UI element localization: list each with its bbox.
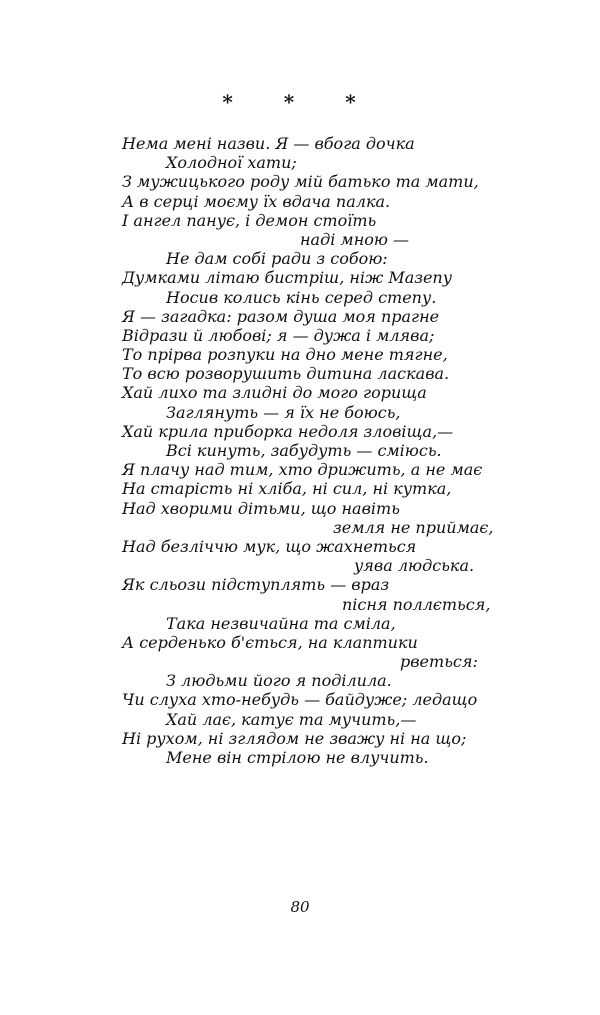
poem-line: Хай лає, катує та мучить,— bbox=[166, 709, 417, 729]
poem-line: На старість ні хліба, ні сил, ні кутка, bbox=[122, 479, 452, 499]
poem-line: Всі кинуть, забудуть — сміюсь. bbox=[166, 441, 442, 460]
poem-line: наді мною — bbox=[300, 229, 410, 249]
poem-line: Як сльози підступлять — враз bbox=[122, 575, 390, 595]
page-number: 80 bbox=[290, 898, 310, 916]
poem-body bbox=[0, 134, 600, 767]
poem-line: Не дам собі ради з собою: bbox=[166, 249, 388, 269]
poem-line: земля не приймає, bbox=[333, 517, 494, 537]
poem-line: пісня поллється, bbox=[342, 594, 491, 614]
section-ornament: * * * bbox=[222, 90, 378, 114]
poem-line: А в серці моєму їх вдача палка. bbox=[122, 191, 391, 211]
poem-line: Заглянуть — я їх не боюсь, bbox=[166, 402, 401, 422]
poem-line: Нема мені назви. Я — вбога дочка bbox=[122, 134, 415, 153]
poem-line: Така незвичайна та сміла, bbox=[166, 613, 396, 633]
poem-line: Хай лихо та злидні до мого горища bbox=[122, 383, 427, 403]
poem-line: То всю розворушить дитина ласкава. bbox=[122, 364, 450, 384]
poem-line: Чи слуха хто-небудь — байдуже; ледащо bbox=[122, 690, 478, 710]
poem-line: Над хворими дітьми, що навіть bbox=[122, 498, 400, 518]
poem-line: Над безліччю мук, що жахнеться bbox=[122, 536, 417, 556]
poem-line: Ні рухом, ні зглядом не зважу ні на що; bbox=[122, 728, 467, 748]
poem-line: З людьми його я поділила. bbox=[166, 671, 392, 691]
poem-line: Я плачу над тим, хто дрижить, а не має bbox=[122, 460, 483, 480]
poem-line: уява людська. bbox=[354, 556, 475, 576]
poem-line: А серденько б'ється, на клаптики bbox=[122, 632, 418, 652]
poem-line: Хай крила приборка недоля зловіща,— bbox=[122, 421, 454, 441]
poem-line: Холодної хати; bbox=[166, 153, 297, 173]
poem-line: То прірва розпуки на дно мене тягне, bbox=[122, 345, 448, 365]
poem-line: І ангел панує, і демон стоїть bbox=[122, 210, 377, 230]
poem-line: Відрази й любові; я — дужа і млява; bbox=[122, 325, 435, 345]
poem-line: Думками літаю бистріш, ніж Мазепу bbox=[122, 268, 453, 288]
poem-line: З мужицького роду мій батько та мати, bbox=[122, 172, 479, 192]
poem-line: Носив колись кінь серед степу. bbox=[166, 287, 437, 307]
poem-line: Я — загадка: разом душа моя прагне bbox=[122, 306, 440, 326]
poem-line: рветься: bbox=[400, 652, 478, 672]
poem-line: Мене він стрілою не влучить. bbox=[166, 748, 429, 767]
